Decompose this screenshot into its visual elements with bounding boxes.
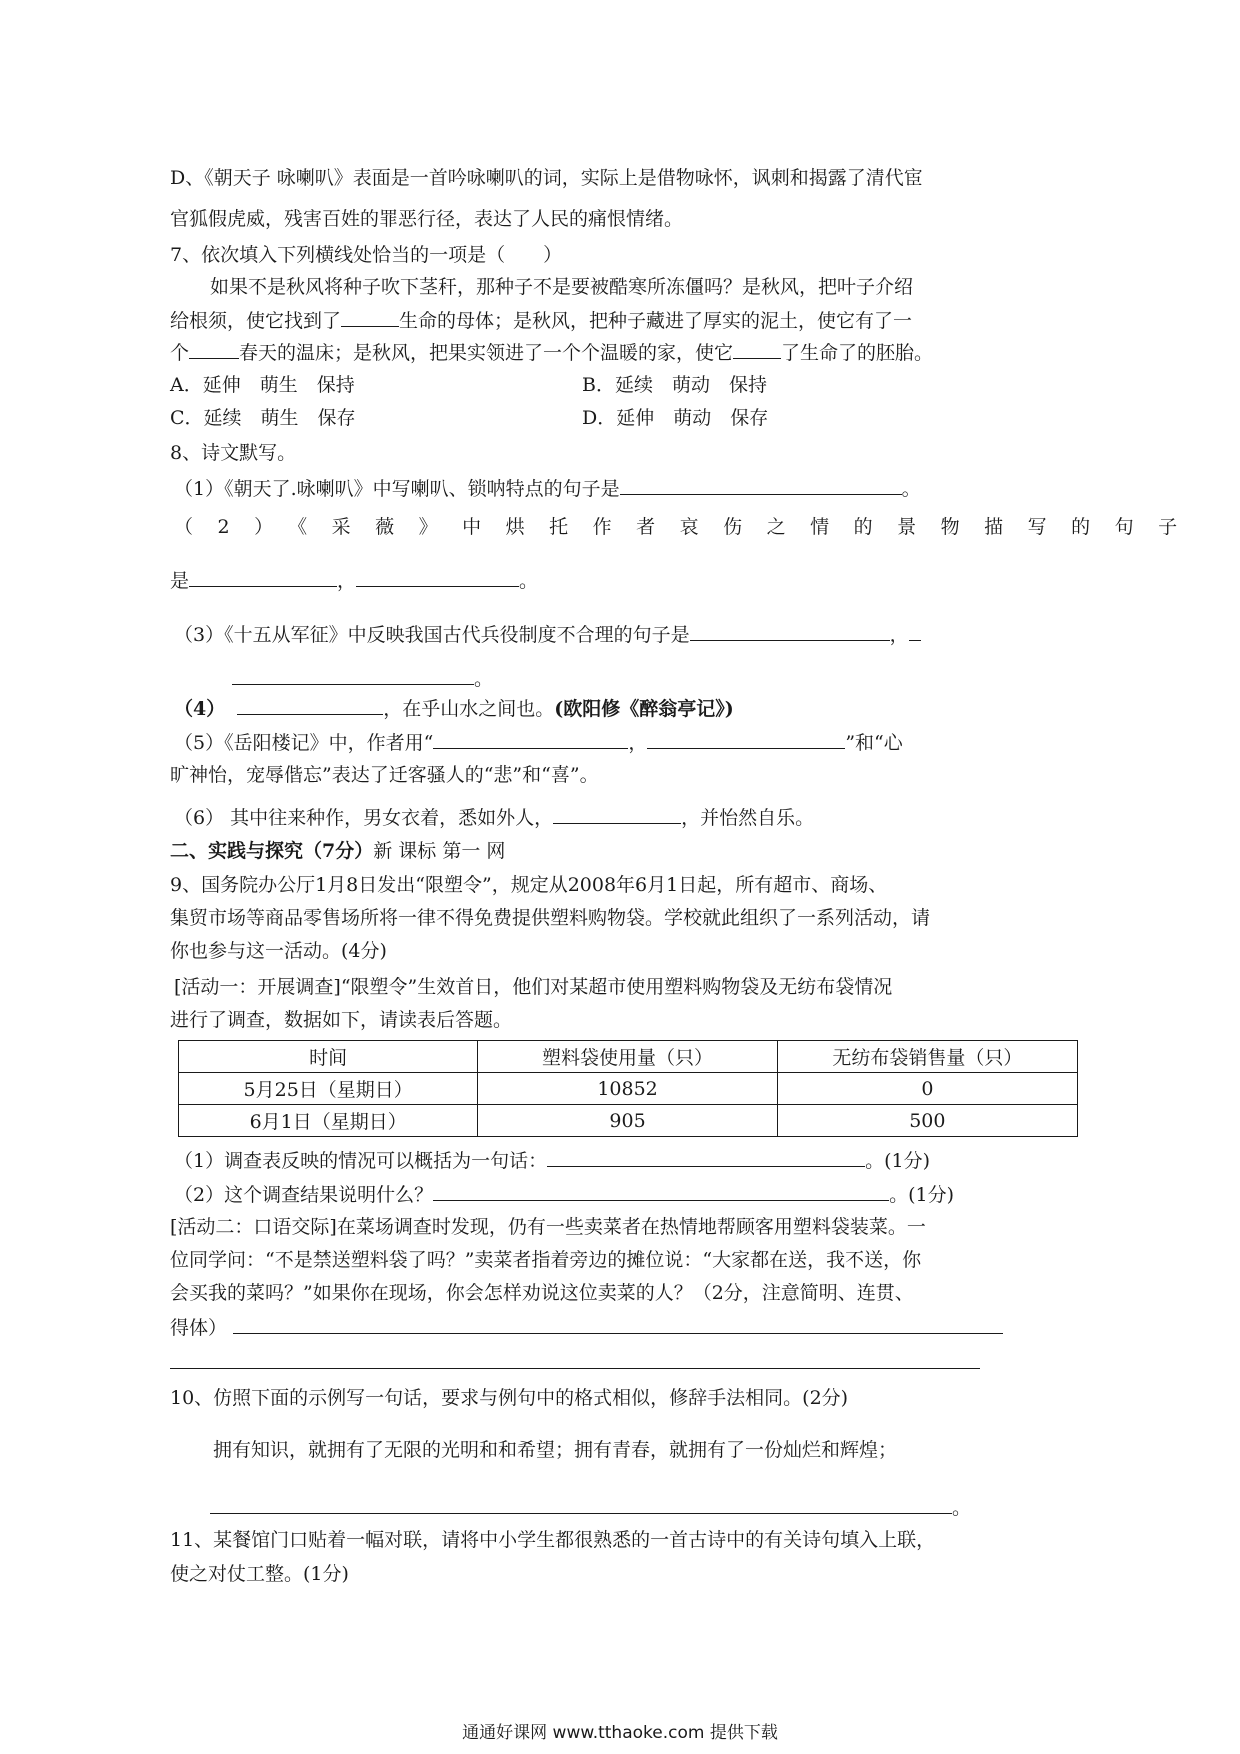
q8-sub3-blank-1-tail [909, 620, 921, 641]
q7-blank-1[interactable] [341, 306, 399, 327]
table-cell: 10852 [478, 1073, 777, 1105]
q9-activity2-line4 [170, 1313, 1003, 1341]
q8-sub6-blank[interactable] [553, 803, 681, 824]
q8-sub2-line2 [170, 566, 538, 594]
q8-sub2-blank-1[interactable] [189, 566, 337, 587]
q8-sub5-line2: 旷神怡，宠辱偕忘”表达了迁客骚人的“悲”和“喜”。 [170, 764, 599, 786]
q9-activity2-line2: 位同学问：“不是禁送塑料袋了吗？”卖菜者指着旁边的摊位说：“大家都在送，我不送，你 [170, 1249, 922, 1271]
q9-sub2-blank[interactable] [433, 1180, 889, 1201]
q8-sub2-text: 是 [170, 570, 190, 592]
table-cell: 500 [777, 1105, 1077, 1137]
q9-sub2-text: （2）这个调查结果说明什么？ [174, 1184, 434, 1206]
q8-sub3-line2 [232, 664, 493, 692]
q7-text: 生命的母体；是秋风，把种子藏进了厚实的泥土，使它有了一 [399, 310, 913, 332]
section-2-heading [170, 838, 505, 864]
q8-sub2-line1: （2）《采薇》中烘托作者哀伤之情的景物描写的句子 [174, 516, 1202, 538]
q8-sub6-text: ，并怡然自乐。 [681, 807, 815, 829]
table-row [179, 1105, 1078, 1137]
q7-blank-2[interactable] [189, 338, 239, 359]
q8-sub5-line1 [174, 728, 903, 756]
q9-sub1-text: （1）调查表反映的情况可以概括为一句话： [174, 1150, 548, 1172]
q9-line2: 集贸市场等商品零售场所将一律不得免费提供塑料购物袋。学校就此组织了一系列活动，请 [170, 907, 931, 929]
q9-activity2-answer-line2 [170, 1348, 980, 1376]
q10-answer [210, 1493, 971, 1521]
q9-line3: 你也参与这一活动。(4分) [170, 940, 387, 962]
q7-option-d[interactable]: D．延伸 萌动 保存 [582, 407, 769, 429]
q8-sub4 [174, 694, 734, 722]
table-header-cell: 塑料袋使用量（只） [478, 1041, 777, 1073]
section-2-watermark: 新 课标 第一 网 [373, 840, 506, 862]
q7-option-c[interactable]: C．延续 萌生 保存 [170, 407, 356, 429]
survey-table [178, 1040, 1078, 1137]
q8-sub6 [174, 803, 814, 831]
q6-option-d-line1: D、《朝天子 咏喇叭》表面是一首吟咏喇叭的词，实际上是借物咏怀，讽刺和揭露了清代宦 [170, 167, 923, 189]
section-2-title: 二、实践与探究（7分） [170, 840, 374, 862]
q7-passage-line2 [170, 306, 912, 334]
q6-option-d-line2: 官狐假虎威，残害百姓的罪恶行径，表达了人民的痛恨情绪。 [170, 208, 684, 230]
q7-option-b[interactable]: B．延续 萌动 保持 [582, 374, 767, 396]
q8-sub3-blank-2[interactable] [232, 664, 474, 685]
q8-sub5-blank-1[interactable] [433, 728, 628, 749]
q9-activity2-line3: 会买我的菜吗？”如果你在现场，你会怎样劝说这位卖菜的人？（2分，注意简明、连贯、 [170, 1282, 914, 1304]
q8-comma: ， [889, 624, 909, 646]
q8-sub3-text: （3）《十五从军征》中反映我国古代兵役制度不合理的句子是 [174, 624, 690, 646]
q8-sub4-blank[interactable] [237, 694, 383, 715]
q7-passage-line1: 如果不是秋风将种子吹下茎秆，那种子不是要被酷寒所冻僵吗？是秋风，把叶子介绍 [210, 276, 914, 298]
q7-blank-3[interactable] [733, 338, 781, 359]
table-header-row [179, 1041, 1078, 1073]
q10-end: 。 [952, 1497, 972, 1519]
q8-comma: ， [628, 732, 648, 754]
q11-line1: 11、某餐馆门口贴着一幅对联，请将中小学生都很熟悉的一首古诗中的有关诗句填入上联， [170, 1529, 936, 1551]
q8-sub4-source: (欧阳修《醉翁亭记》) [554, 698, 734, 720]
q8-sub6-text: （6） 其中往来种作，男女衣着，悉如外人， [174, 807, 554, 829]
q9-activity2-line1: [活动二：口语交际]在菜场调查时发现，仍有一些卖菜者在热情地帮顾客用塑料袋装菜。一 [170, 1216, 926, 1238]
q9-activity1-line1: [活动一：开展调查]“限塑令”生效首日，他们对某超市使用塑料购物袋及无纺布袋情况 [174, 976, 893, 998]
q9-activity1-line2: 进行了调查，数据如下，请读表后答题。 [170, 1009, 513, 1031]
q9-sub1 [174, 1146, 930, 1174]
table-cell: 0 [777, 1073, 1077, 1105]
q11-line2: 使之对仗工整。(1分) [170, 1563, 349, 1585]
table-header-cell: 时间 [179, 1041, 478, 1073]
q8-sub5-text: （5）《岳阳楼记》中，作者用“ [174, 732, 434, 754]
table-cell: 6月1日（星期日） [179, 1105, 478, 1137]
q8-sub1-end: 。 [901, 478, 921, 500]
table-cell: 5月25日（星期日） [179, 1073, 478, 1105]
q8-sub1 [174, 474, 921, 502]
q9-sub2 [174, 1180, 954, 1208]
q7-text: 了生命了的胚胎。 [781, 342, 934, 364]
table-row [179, 1073, 1078, 1105]
q7-text: 给根须，使它找到了 [170, 310, 342, 332]
q9-sub2-end: 。(1分) [889, 1184, 955, 1206]
q8-comma: ， [337, 570, 357, 592]
q7-option-a[interactable]: A．延伸 萌生 保持 [170, 374, 355, 396]
q8-sub4-text: ，在乎山水之间也。 [383, 698, 555, 720]
q10-answer-blank[interactable] [210, 1493, 952, 1514]
q8-sub5-text: ”和“心 [845, 732, 903, 754]
q9-line1: 9、国务院办公厅1月8日发出“限塑令”，规定从2008年6月1日起，所有超市、商场、 [170, 874, 888, 896]
q7-passage-line3 [170, 338, 933, 366]
q8-sub2-blank-2[interactable] [356, 566, 519, 587]
q10-example: 拥有知识，就拥有了无限的光明和和希望；拥有青春，就拥有了一份灿烂和辉煌； [213, 1439, 898, 1461]
q8-sub1-blank[interactable] [620, 474, 902, 495]
q7-text: 春天的温床；是秋风，把果实领进了一个个温暖的家，使它 [239, 342, 734, 364]
q8-sub3-line1 [174, 620, 921, 648]
q7-text: 个 [170, 342, 190, 364]
q8-sub3-blank-1[interactable] [690, 620, 890, 641]
q8-period: 。 [519, 570, 539, 592]
q9-activity2-blank-2[interactable] [170, 1348, 980, 1369]
q9-sub1-blank[interactable] [547, 1146, 865, 1167]
q10-stem: 10、仿照下面的示例写一句话，要求与例句中的格式相似，修辞手法相同。(2分) [170, 1387, 849, 1409]
q9-activity2-blank-1[interactable] [233, 1313, 1003, 1334]
q8-period: 。 [474, 668, 494, 690]
q8-sub4-number: （4） [174, 698, 226, 720]
q8-sub1-text: （1）《朝天了.咏喇叭》中写喇叭、锁呐特点的句子是 [174, 478, 620, 500]
q7-stem: 7、依次填入下列横线处恰当的一项是（ ） [170, 244, 563, 266]
q8-stem: 8、诗文默写。 [170, 442, 297, 464]
page-footer: 通通好课网 www.tthaoke.com 提供下载 [462, 1723, 778, 1743]
table-cell: 905 [478, 1105, 777, 1137]
table-header-cell: 无纺布袋销售量（只） [777, 1041, 1077, 1073]
q9-sub1-end: 。(1分) [865, 1150, 931, 1172]
q8-sub5-blank-2[interactable] [647, 728, 845, 749]
q9-activity2-text: 得体） [170, 1317, 228, 1339]
